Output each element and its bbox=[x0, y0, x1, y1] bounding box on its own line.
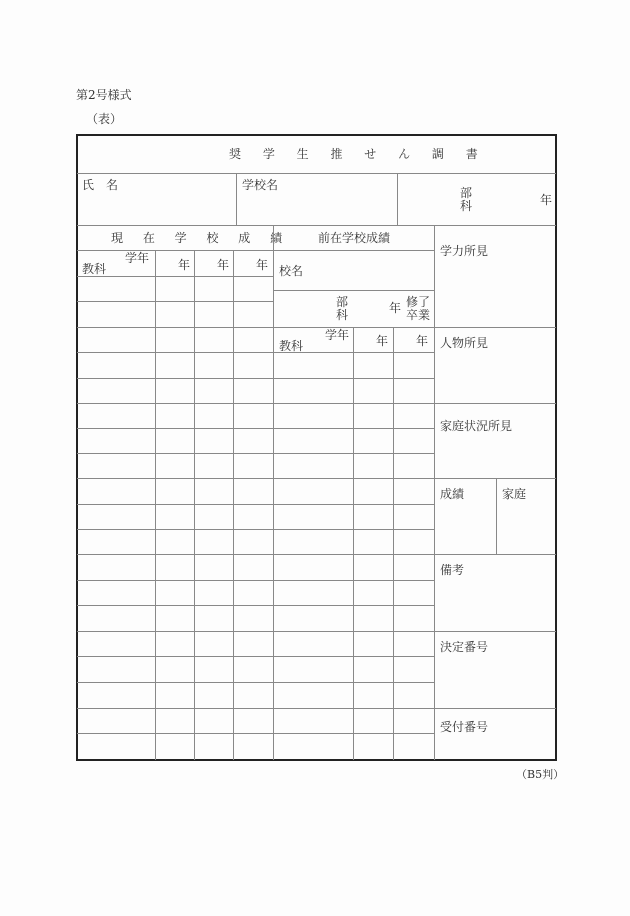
previous-year-suffix: 年 bbox=[389, 301, 402, 315]
decision-number-label: 決定番号 bbox=[440, 640, 489, 654]
current-grades-label: 現 在 学 校 成 績 bbox=[111, 231, 291, 245]
form-title: 奨 学 生 推 せ ん 調 書 bbox=[229, 147, 487, 161]
remarks-label: 備考 bbox=[440, 563, 465, 577]
previous-course-label: 科 bbox=[336, 308, 349, 322]
dept-label: 部 bbox=[460, 186, 473, 200]
grades-label: 成績 bbox=[440, 487, 465, 501]
name-label: 氏 名 bbox=[82, 178, 119, 192]
graduated-label: 卒業 bbox=[406, 308, 431, 322]
receipt-number-label: 受付番号 bbox=[440, 720, 489, 734]
grade-header: 学年 bbox=[125, 251, 150, 265]
previous-grade-header: 学年 bbox=[325, 328, 350, 342]
academic-remarks-label: 学力所見 bbox=[440, 244, 489, 258]
side-label: （表） bbox=[86, 112, 123, 126]
personal-remarks-label: 人物所見 bbox=[440, 336, 489, 350]
school-name-label: 学校名 bbox=[242, 178, 279, 192]
year-header-3: 年 bbox=[256, 258, 269, 272]
previous-year-header-2: 年 bbox=[416, 334, 429, 348]
recommendation-form bbox=[76, 134, 557, 761]
form-number: 第2号様式 bbox=[76, 88, 132, 102]
paper-size-note: （B5判） bbox=[516, 768, 565, 781]
previous-year-header-1: 年 bbox=[376, 334, 389, 348]
grade-suffix: 年 bbox=[540, 193, 553, 207]
year-header-2: 年 bbox=[217, 258, 230, 272]
home-label: 家庭 bbox=[502, 487, 527, 501]
year-header-1: 年 bbox=[178, 258, 191, 272]
previous-dept-label: 部 bbox=[336, 295, 349, 309]
course-label: 科 bbox=[460, 199, 473, 213]
subject-header: 教科 bbox=[82, 262, 107, 276]
family-remarks-label: 家庭状況所見 bbox=[440, 419, 513, 433]
previous-subject-header: 教科 bbox=[279, 339, 304, 353]
previous-grades-label: 前在学校成績 bbox=[318, 231, 391, 245]
previous-school-label: 校名 bbox=[279, 264, 304, 278]
completed-label: 修了 bbox=[406, 295, 431, 309]
